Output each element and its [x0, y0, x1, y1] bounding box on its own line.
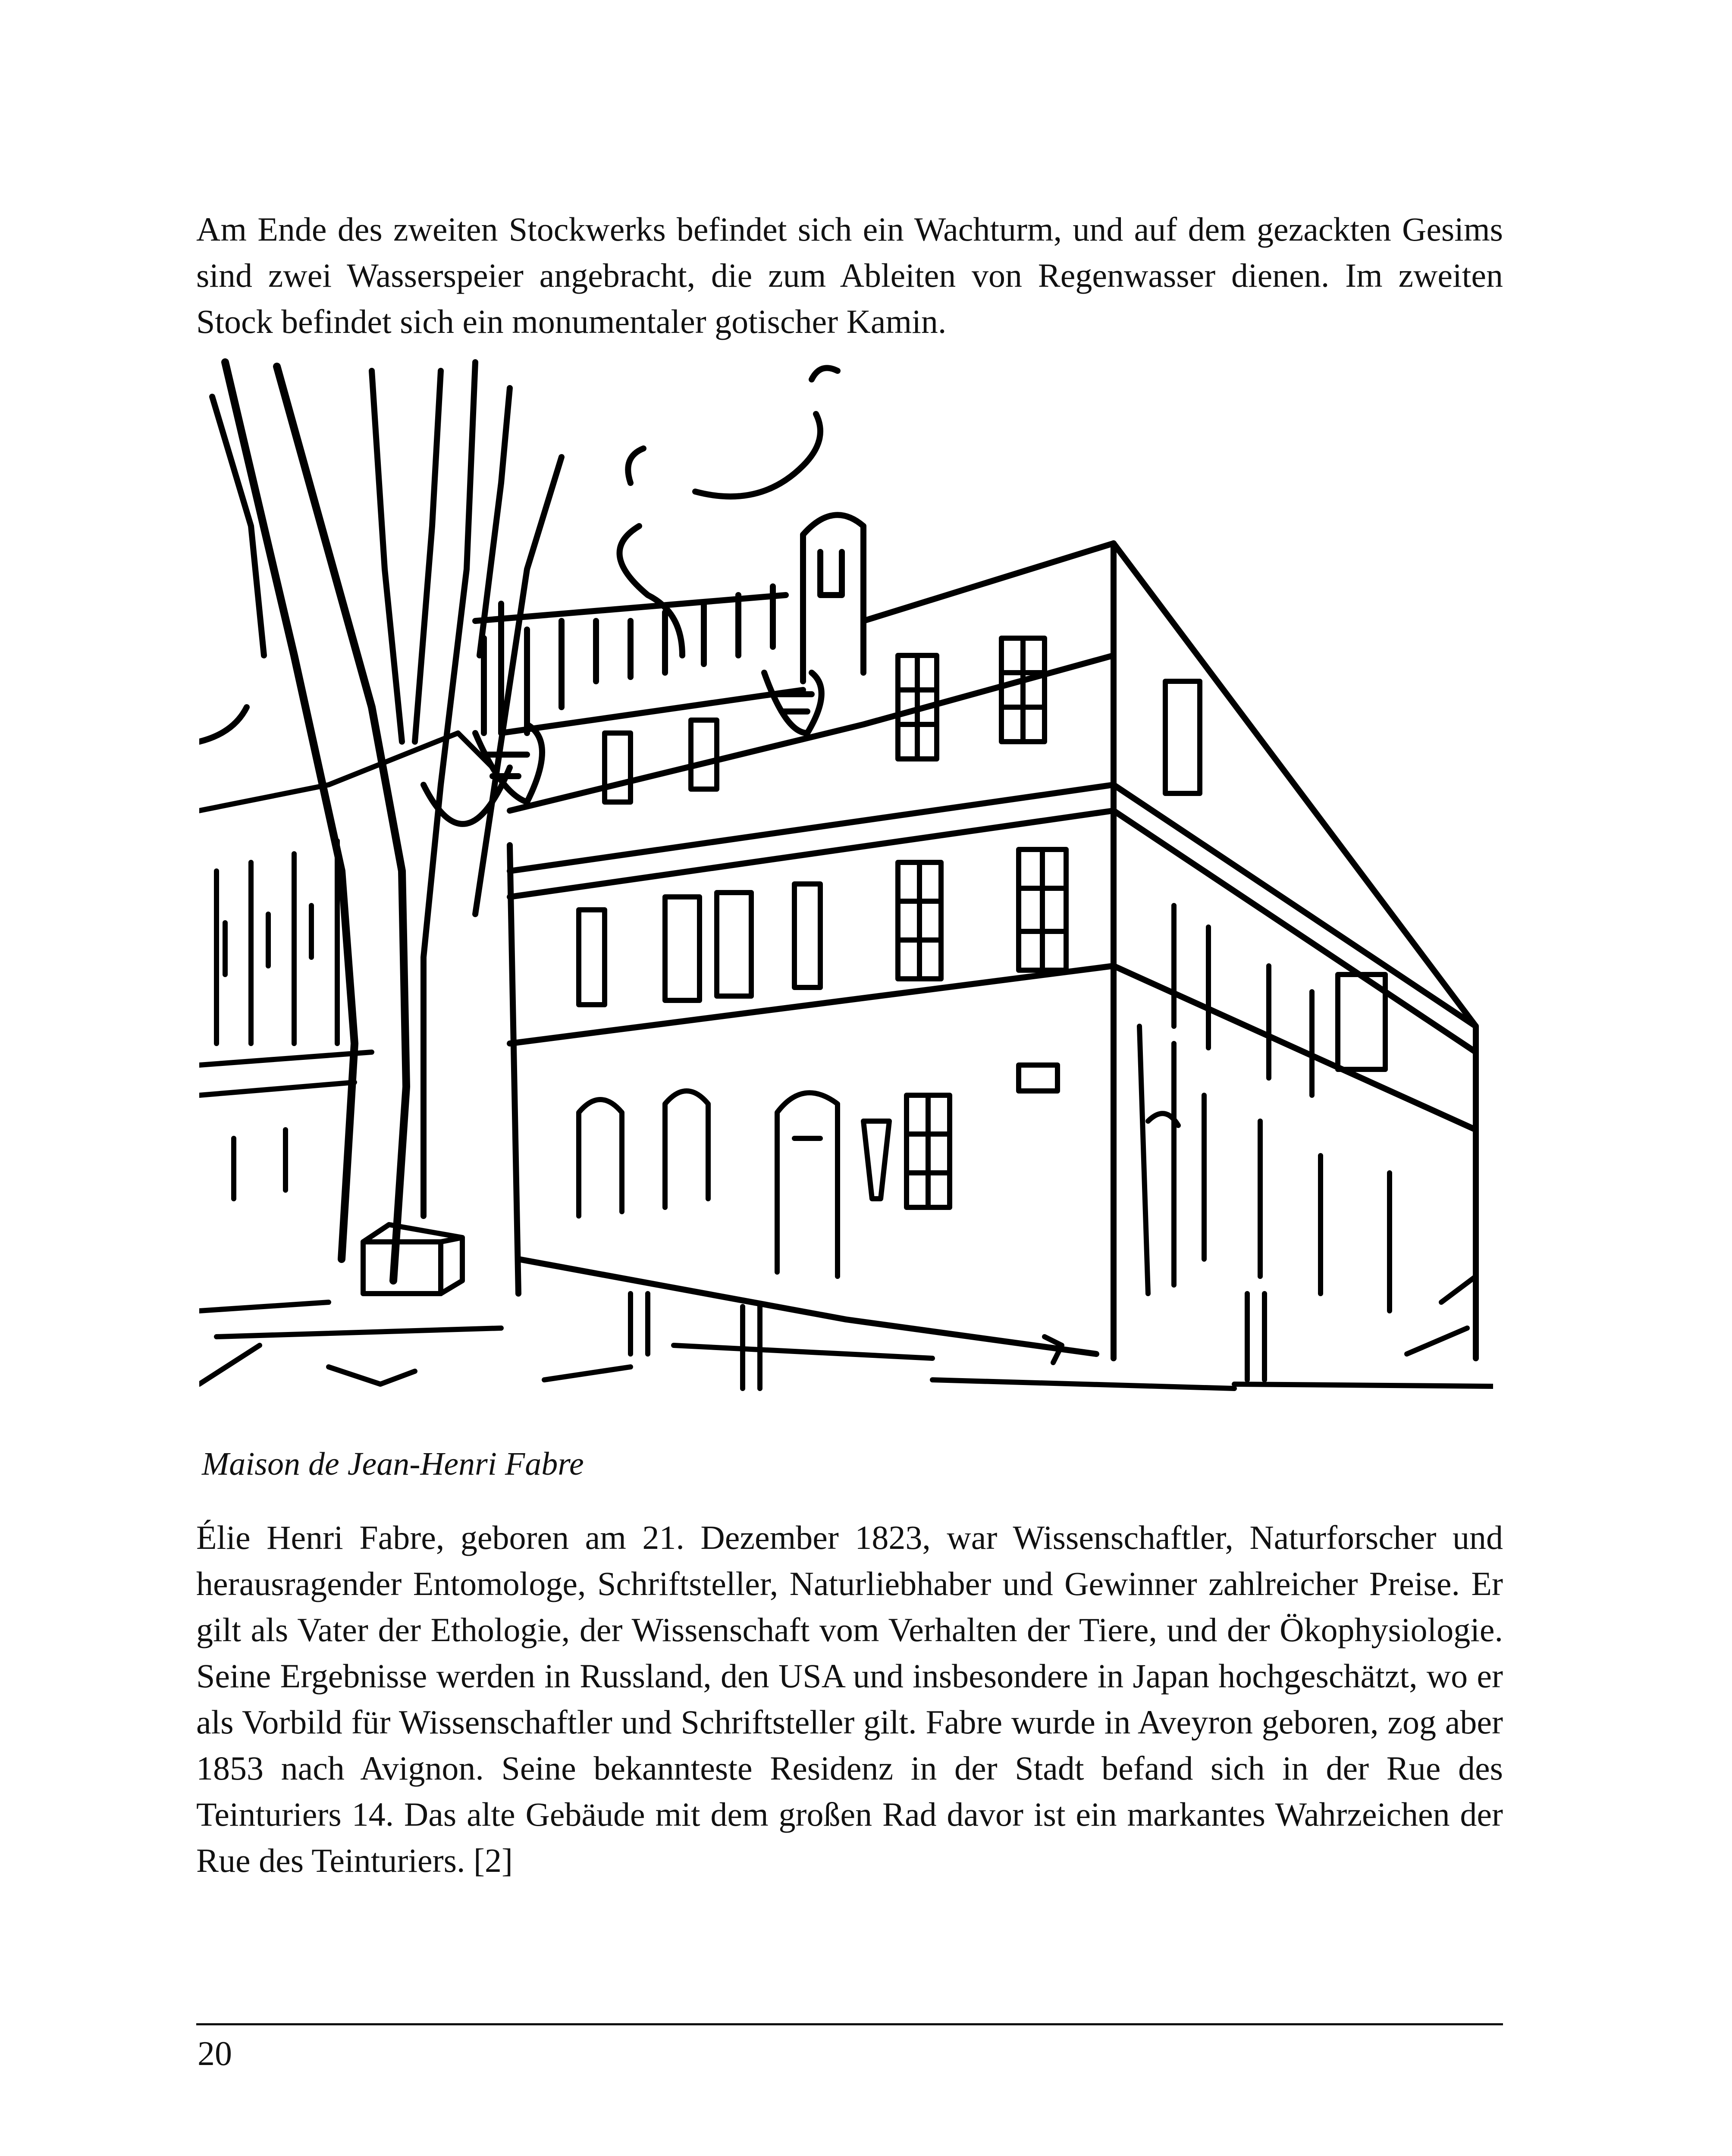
footer-rule — [196, 2023, 1503, 2025]
paragraph-intro: Am Ende des zweiten Stockwerks befindet sich ein Wachturm, und auf dem gezackten Gesims sind zwei Wasserspeier angebracht, die zum Ableiten von Regenwasser dienen. Im zweiten Stock befindet sich ein monumentaler gotischer Kamin. — [196, 210, 1503, 340]
page-number: 20 — [198, 2035, 232, 2073]
paragraph-fabre: Élie Henri Fabre, geboren am 21. Dezember 1823, war Wissenschaftler, Naturforscher und herausragender Entomologe, Schriftsteller, Naturliebhaber und Gewinner zahlreicher Preise. Er gilt als Vater der Ethologie, der Wissenschaft vom Verhalten der Tiere, und der Ökophysiologie. Seine Ergebnisse werden in Russland, den USA und insbesondere in Japan hochgeschätzt, wo er als Vorbild für Wissenschaftler und Schriftsteller gilt. Fabre wurde in Aveyron geboren, zog aber 1853 nach Avignon. Seine bekannteste Residenz in der Stadt befand sich in der Rue des Teinturiers 14. Das alte Gebäude mit dem großen Rad davor ist ein markantes Wahrzeichen der Rue des Teinturiers. [2] — [196, 1519, 1503, 1879]
building-illustration — [199, 354, 1493, 1393]
image-caption: Maison de Jean-Henri Fabre — [202, 1446, 584, 1482]
